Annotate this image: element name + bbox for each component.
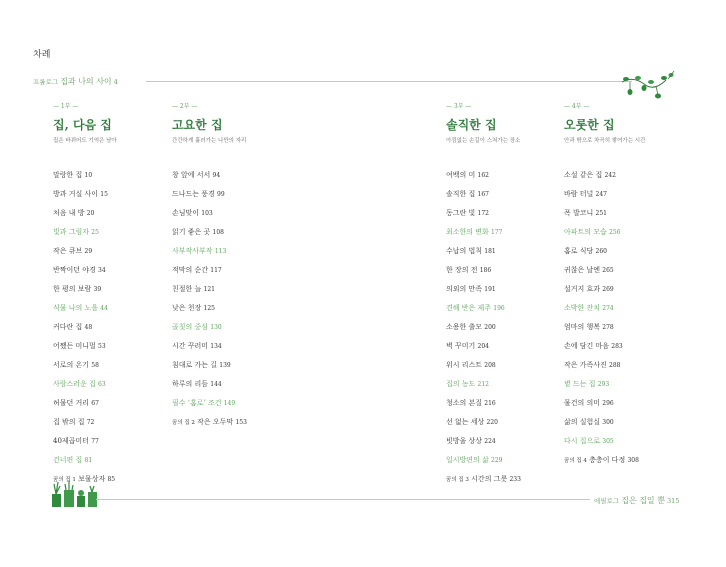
toc-item-title: 귀찮은 날엔 (564, 266, 601, 274)
toc-item-title: 사부작사부작 (172, 247, 213, 255)
toc-item-title: 견해 반은 제주 (446, 304, 492, 312)
toc-item[interactable] (446, 204, 521, 223)
toc-item[interactable] (53, 185, 115, 204)
toc-item-title: 동그란 빛 (446, 209, 476, 217)
toc-title: 차례 (33, 50, 51, 60)
toc-item[interactable] (564, 451, 639, 470)
toc-item[interactable] (53, 166, 115, 185)
toc-item-page: 134 (210, 343, 222, 350)
toc-item[interactable] (172, 337, 247, 356)
toc-item[interactable] (172, 394, 247, 413)
toc-item-page: 247 (595, 191, 607, 198)
toc-item[interactable] (446, 337, 521, 356)
toc-item-title: 40제곱미터 (53, 437, 89, 445)
epilogue-rule (96, 499, 590, 500)
toc-item-title: 빛과 그림자 (53, 228, 90, 236)
part-title: 고요한 집 (172, 118, 223, 132)
toc-item-title: 수납의 법칙 (446, 247, 483, 255)
toc-item[interactable] (564, 299, 639, 318)
toc-item-page: 77 (91, 438, 99, 445)
toc-item[interactable] (446, 394, 521, 413)
toc-item-title: 솔직한 집 (446, 190, 476, 198)
toc-item[interactable] (446, 299, 521, 318)
toc-item-page: 67 (91, 400, 99, 407)
toc-item-title: 홈로 식당 (564, 247, 594, 255)
part-subtitle: 안과 밖으로 차곡히 쌓여가는 시간 (564, 138, 646, 144)
toc-item-page: 113 (214, 248, 227, 255)
toc-item-title: 친절한 늘 (172, 285, 202, 293)
toc-item[interactable] (446, 242, 521, 261)
prologue-page: 4 (113, 78, 118, 86)
toc-item-page: 208 (484, 362, 496, 369)
toc-item[interactable] (53, 261, 115, 280)
toc-item-page: 177 (491, 229, 503, 236)
toc-item[interactable] (564, 204, 639, 223)
toc-item[interactable] (446, 451, 521, 470)
toc-item-title: 창 앞에 서서 (172, 171, 211, 179)
toc-item-title: 한 장의 전 (446, 266, 478, 274)
part-3-header (446, 101, 520, 144)
part-subtitle: 아낌없는 손길이 스쳐가는 장소 (446, 138, 521, 144)
toc-item[interactable] (172, 166, 247, 185)
toc-item-title: 드나드는 풍경 (172, 190, 215, 198)
toc-item-title: 보물상자 (78, 475, 106, 483)
part-subtitle: 간간하게 흘러가는 나만의 자리 (172, 138, 247, 144)
toc-item-page: 44 (100, 305, 108, 312)
toc-item[interactable] (53, 280, 115, 299)
toc-item[interactable] (446, 356, 521, 375)
toc-item-page: 283 (611, 343, 623, 350)
part-title: 솔직한 집 (446, 118, 497, 132)
toc-item[interactable] (564, 166, 639, 185)
toc-item-page: 139 (219, 362, 231, 369)
toc-item-title: 손님맞이 (172, 209, 200, 217)
toc-item-page: 300 (602, 419, 614, 426)
toc-item-page: 121 (203, 286, 215, 293)
toc-item-page: 99 (217, 191, 225, 198)
toc-item-page: 191 (484, 286, 496, 293)
toc-item-page: 216 (484, 400, 496, 407)
toc-item-title: 사랑스러운 집 (53, 380, 96, 388)
toc-item[interactable] (172, 185, 247, 204)
toc-item-title: 바람 터널 (564, 190, 594, 198)
toc-item-prefix: 꿈의 집 2 (172, 420, 195, 426)
toc-item[interactable] (53, 318, 115, 337)
toc-item-title: 최소한의 변화 (446, 228, 489, 236)
toc-item[interactable] (564, 261, 639, 280)
toc-item-title: 집의 농도 (446, 380, 476, 388)
toc-item[interactable] (446, 261, 521, 280)
toc-item-page: 25 (91, 229, 99, 236)
toc-item-page: 85 (107, 476, 116, 483)
toc-item-title: 삶의 실험실 (564, 418, 601, 426)
part-3-list (446, 166, 521, 489)
toc-item-title: 커다란 집 (53, 323, 83, 331)
toc-item[interactable] (564, 375, 639, 394)
toc-item-page: 186 (479, 267, 492, 274)
toc-item-title: 선 없는 세상 (446, 418, 485, 426)
toc-item-page: 256 (609, 229, 621, 236)
toc-item-prefix: 꿈의 집 3 (446, 477, 469, 483)
toc-item-title: 허물던 거리 (53, 399, 90, 407)
toc-item-page: 305 (602, 438, 614, 445)
toc-item-page: 117 (210, 267, 222, 274)
part-1-header (53, 101, 117, 144)
toc-item[interactable] (564, 432, 639, 451)
toc-item[interactable] (564, 394, 639, 413)
toc-item-title: 의외의 만족 (446, 285, 483, 293)
toc-item-title: 폭 발코니 (564, 209, 594, 217)
toc-item-title: 작은 가족사진 (564, 361, 607, 369)
toc-item-page: 10 (84, 172, 93, 179)
toc-item-title: 시간 꾸러미 (172, 342, 209, 350)
toc-item-page: 220 (486, 419, 498, 426)
potted-plants-icon (50, 478, 100, 508)
toc-item-title: 반짝이던 야경 (53, 266, 96, 274)
toc-item-page: 39 (93, 286, 102, 293)
toc-item-title: 골칫의 중심 (172, 323, 209, 331)
toc-item-page: 181 (484, 248, 496, 255)
toc-item-page: 48 (84, 324, 93, 331)
toc-item-page: 130 (210, 324, 222, 331)
toc-item-page: 34 (98, 267, 106, 274)
toc-item-title: 여백의 미 (446, 171, 476, 179)
toc-item-page: 293 (597, 381, 610, 388)
toc-item-page: 29 (84, 248, 93, 255)
epilogue-page: 315 (667, 497, 680, 505)
toc-item[interactable] (446, 166, 521, 185)
toc-item[interactable] (53, 299, 115, 318)
toc-item-title: 소설 같은 집 (564, 171, 603, 179)
toc-item-page: 81 (84, 457, 93, 464)
toc-item[interactable] (564, 185, 639, 204)
toc-item-title: 물건의 의미 (564, 399, 601, 407)
toc-item-title: 벽 꾸미기 (446, 342, 476, 350)
part-4-list (564, 166, 639, 470)
toc-item-title: 집 밖의 집 (53, 418, 85, 426)
toc-item[interactable] (53, 242, 115, 261)
toc-item[interactable] (172, 299, 247, 318)
toc-item[interactable] (564, 413, 639, 432)
toc-item[interactable] (172, 280, 247, 299)
toc-item-page: 233 (509, 476, 521, 483)
toc-item-page: 278 (602, 324, 614, 331)
toc-item[interactable] (172, 261, 247, 280)
toc-item-page: 94 (212, 172, 221, 179)
toc-item-title: 빗방울 상상 (446, 437, 483, 445)
part-subtitle: 집은 바뀌어도 기억은 남아 (53, 138, 117, 144)
toc-item-page: 274 (602, 305, 614, 312)
toc-item-title: 다시 집으로 (564, 437, 601, 445)
toc-item[interactable] (446, 280, 521, 299)
prologue-line[interactable] (33, 76, 118, 87)
part-label: — 2부 — (172, 103, 198, 110)
toc-item-page: 251 (595, 210, 607, 217)
part-label: — 3부 — (446, 103, 472, 110)
toc-item-title: 설거지 효과 (564, 285, 601, 293)
toc-item-page: 20 (86, 210, 95, 217)
vine-icon (620, 70, 676, 100)
toc-item-page: 269 (602, 286, 614, 293)
toc-item-title: 필수 ‘홈로’ 조건 (172, 399, 222, 407)
toc-item-title: 소용한 출모 (446, 323, 483, 331)
toc-item-page: 200 (484, 324, 496, 331)
prologue-title: 집과 나의 사이 (60, 77, 112, 86)
toc-item[interactable] (446, 185, 521, 204)
toc-item[interactable] (172, 204, 247, 223)
toc-item[interactable] (446, 470, 521, 489)
toc-item-page: 162 (477, 172, 489, 179)
toc-item[interactable] (446, 375, 521, 394)
toc-item[interactable] (446, 432, 521, 451)
toc-item[interactable] (564, 337, 639, 356)
toc-item-title: 침대로 가는 길 (172, 361, 218, 369)
toc-item-prefix: 꿈의 집 1 (53, 477, 76, 483)
epilogue-title: 집은 집일 뿐 (621, 496, 665, 505)
toc-item-page: 196 (493, 305, 505, 312)
toc-item[interactable] (446, 223, 521, 242)
toc-item-prefix: 꿈의 집 4 (564, 458, 587, 464)
toc-item-page: 149 (223, 400, 236, 407)
toc-item-page: 308 (627, 457, 639, 464)
part-title: 집, 다음 집 (53, 118, 112, 132)
toc-item[interactable] (172, 242, 247, 261)
part-title: 오롯한 집 (564, 118, 615, 132)
toc-item-title: 일시방편의 삶 (446, 456, 489, 464)
toc-item-page: 242 (604, 172, 616, 179)
toc-item-page: 58 (91, 362, 99, 369)
toc-item-title: 위시 리스트 (446, 361, 483, 369)
toc-item-title: 청소의 본질 (446, 399, 483, 407)
toc-item-title: 방과 거실 사이 (53, 190, 99, 198)
toc-item-title: 아파트의 모습 (564, 228, 607, 236)
toc-item[interactable] (53, 204, 115, 223)
toc-item[interactable] (53, 356, 115, 375)
toc-item[interactable] (564, 223, 639, 242)
toc-item[interactable] (53, 413, 115, 432)
prologue-label: 프롤로그 (33, 78, 59, 86)
toc-item[interactable] (172, 223, 247, 242)
epilogue-line[interactable] (594, 495, 679, 506)
toc-item-page: 53 (98, 343, 106, 350)
epilogue-label: 에필로그 (594, 497, 620, 505)
toc-item-page: 296 (602, 400, 614, 407)
toc-item-page: 172 (477, 210, 489, 217)
toc-item-page: 265 (602, 267, 614, 274)
toc-item[interactable] (564, 356, 639, 375)
toc-item-title: 어쨌든 미니멀 (53, 342, 96, 350)
toc-item[interactable] (564, 242, 639, 261)
part-label: — 4부 — (564, 103, 590, 110)
toc-item[interactable] (172, 413, 247, 432)
part-2-list (172, 166, 247, 432)
toc-item-title: 손에 담긴 마음 (564, 342, 610, 350)
toc-item-title: 하루의 리듬 (172, 380, 209, 388)
prologue-rule (146, 81, 632, 82)
toc-item-page: 103 (201, 210, 213, 217)
toc-item[interactable] (53, 394, 115, 413)
toc-item-title: 서로의 온기 (53, 361, 90, 369)
toc-item-page: 224 (484, 438, 496, 445)
toc-item-title: 볕 드는 집 (564, 380, 596, 388)
toc-item-title: 낮은 천장 (172, 304, 202, 312)
part-4-header (564, 101, 645, 144)
toc-item[interactable] (53, 375, 115, 394)
toc-item[interactable] (564, 280, 639, 299)
toc-item[interactable] (53, 223, 115, 242)
toc-item-title: 층층이 다정 (589, 456, 626, 464)
toc-item-title: 적막의 순간 (172, 266, 209, 274)
toc-item-page: 204 (477, 343, 489, 350)
toc-item-title: 한 평의 보람 (53, 285, 92, 293)
toc-item-page: 260 (595, 248, 607, 255)
toc-item-title: 엄마의 행복 (564, 323, 601, 331)
toc-item-page: 288 (609, 362, 621, 369)
toc-item-page: 167 (477, 191, 489, 198)
toc-item-title: 말랑한 집 (53, 171, 83, 179)
toc-item-page: 15 (100, 191, 108, 198)
toc-item-page: 108 (212, 229, 224, 236)
part-2-header (172, 101, 246, 144)
toc-item-page: 72 (86, 419, 95, 426)
toc-item-page: 229 (491, 457, 503, 464)
toc-item-title: 작은 큐브 (53, 247, 83, 255)
toc-item[interactable] (172, 375, 247, 394)
part-label: — 1부 — (53, 103, 79, 110)
toc-item[interactable] (172, 318, 247, 337)
toc-item[interactable] (53, 337, 115, 356)
toc-item[interactable] (172, 356, 247, 375)
toc-item-page: 144 (210, 381, 222, 388)
toc-item-title: 소박한 잔치 (564, 304, 601, 312)
toc-item-title: 식물 나의 노을 (53, 304, 99, 312)
part-1-list (53, 166, 115, 489)
toc-item[interactable] (53, 432, 115, 451)
toc-item-title: 읽기 좋은 곳 (172, 228, 211, 236)
toc-item-page: 63 (98, 381, 106, 388)
toc-item-page: 212 (477, 381, 489, 388)
toc-item-page: 125 (203, 305, 215, 312)
toc-item[interactable] (564, 318, 639, 337)
toc-item-title: 처음 내 방 (53, 209, 85, 217)
toc-item-title: 작은 오두막 (197, 418, 234, 426)
toc-item[interactable] (53, 451, 115, 470)
toc-item[interactable] (446, 318, 521, 337)
toc-item-title: 시간의 그릇 (471, 475, 508, 483)
toc-item[interactable] (446, 413, 521, 432)
toc-item-title: 건너편 집 (53, 456, 83, 464)
toc-item-page: 153 (235, 419, 247, 426)
